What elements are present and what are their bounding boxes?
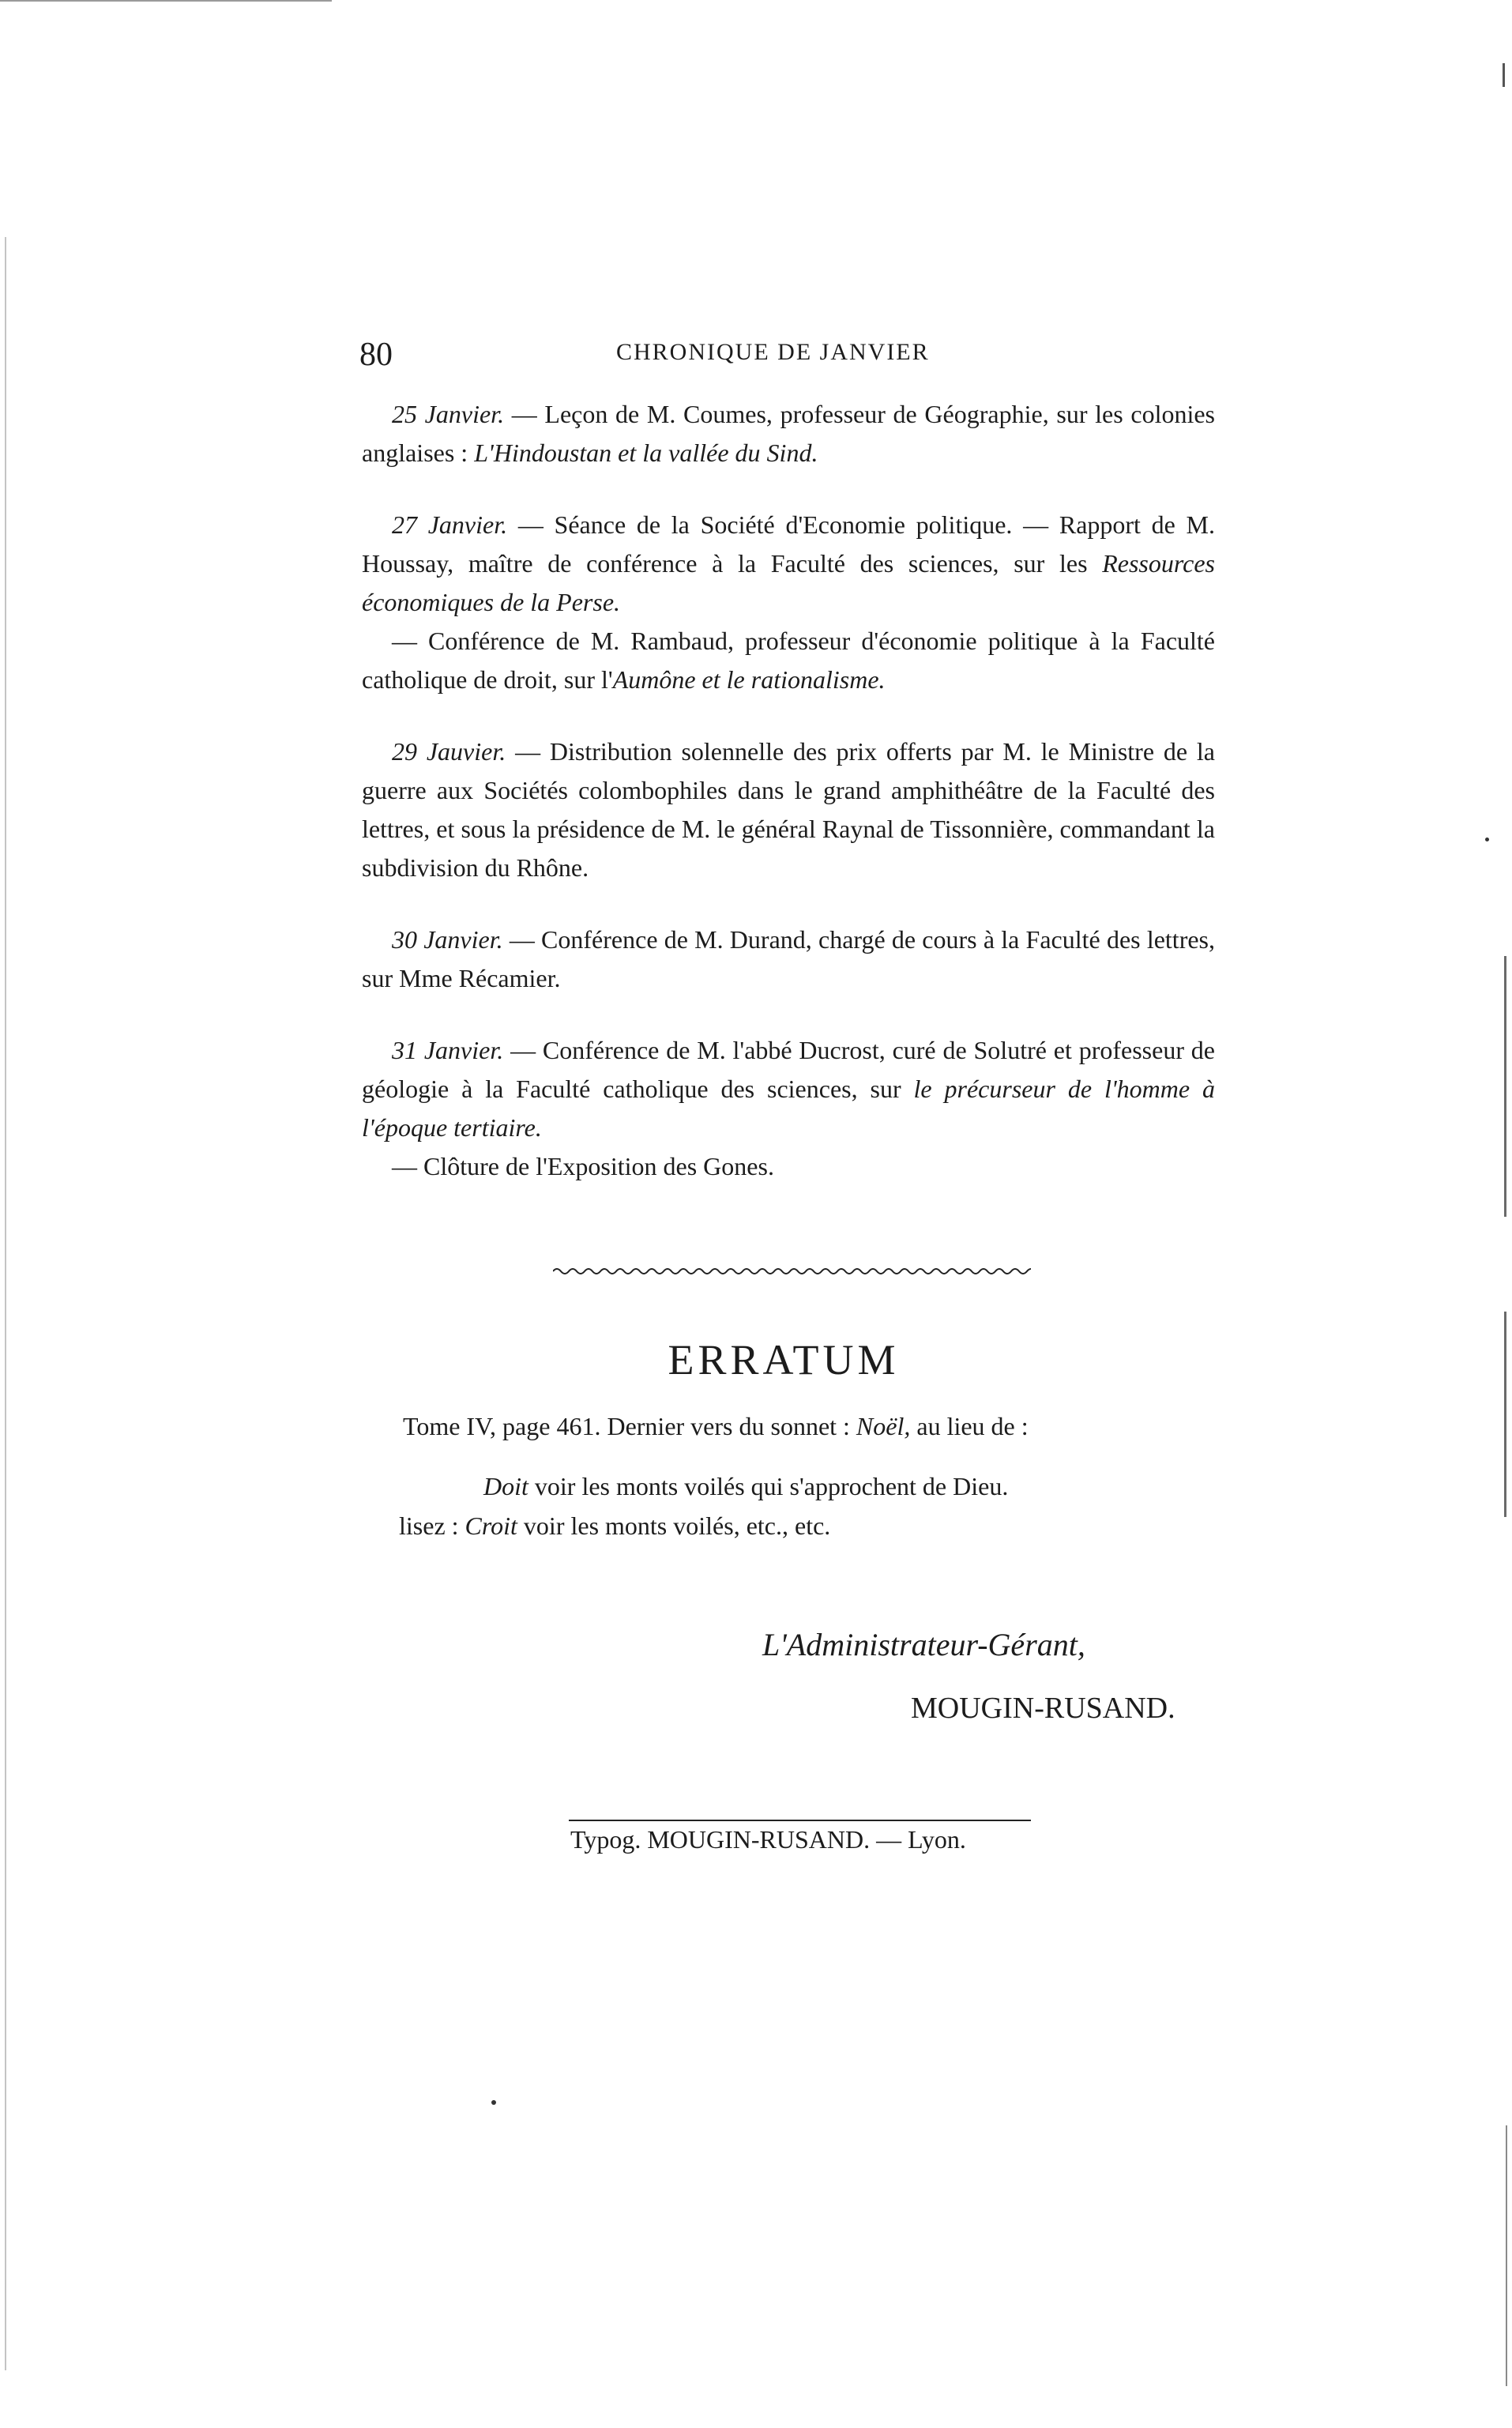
entry-text: — Séance de la Société d'Economie politique. — Rapport de M. Houssay, maître de conférence à la Faculté des sciences, sur les — [362, 510, 1216, 578]
printer-imprint: Typog. MOUGIN-RUSAND. — Lyon. — [570, 1825, 966, 1854]
entry-27-janvier-conference — [362, 622, 1215, 699]
entry-date: 29 Jauvier. — [392, 737, 506, 766]
correct-verse-rest: voir les monts voilés, etc., etc. — [517, 1511, 831, 1540]
chronicle-entries — [362, 395, 1215, 1186]
running-title: CHRONIQUE DE JANVIER — [616, 339, 930, 365]
entry-27-janvier — [362, 506, 1215, 622]
entry-text: — Distribution solennelle des prix offerts par M. le Ministre de la guerre aux Sociétés colombophiles dans le grand amphithéâtre de la Faculté des lettres, et sous la présidence de M. le général Raynal de Tissonnière, commandant la subdivision du Rhône. — [362, 737, 1216, 882]
entry-title: L'Hindoustan et la vallée du Sind. — [474, 439, 818, 467]
running-head — [359, 336, 1213, 383]
wrong-verse-rest: voir les monts voilés qui s'approchent de Dieu. — [528, 1472, 1009, 1500]
erratum-text-after: au lieu de : — [910, 1412, 1029, 1440]
entry-text: — Leçon de M. Coumes, professeur de Géographie, sur les colonies anglaises : — [362, 400, 1216, 467]
erratum-heading: ERRATUM — [668, 1336, 900, 1383]
entry-text: — Conférence de M. Durand, chargé de cours à la Faculté des lettres, sur Mme Récamier. — [362, 925, 1216, 992]
erratum-correct-verse — [399, 1511, 830, 1541]
erratum-reference — [403, 1412, 1029, 1441]
correct-word: Croit — [465, 1511, 517, 1540]
page-number: 80 — [359, 337, 393, 373]
entry-text: — Conférence de M. l'abbé Ducrost, curé de Solutré et professeur de géologie à la Faculté catholique des sciences, sur — [362, 1036, 1216, 1103]
entry-text: — Clôture de l'Exposition des Gones. — [392, 1152, 774, 1180]
scan-edge-left — [5, 237, 6, 2370]
entry-text: — Conférence de M. Rambaud, professeur d'économie politique à la Faculté catholique de droit, sur l' — [362, 627, 1215, 694]
entry-date: 25 Janvier. — [392, 400, 505, 428]
entry-title: Aumône et le rationalisme. — [612, 665, 886, 694]
scan-edge-top-right — [1503, 63, 1505, 87]
signature-name: MOUGIN-RUSAND. — [911, 1692, 1175, 1725]
imprint-rule — [569, 1820, 1031, 1821]
entry-31-janvier — [362, 1031, 1215, 1147]
entry-25-janvier — [362, 395, 1215, 472]
entry-title: Ressources économiques de la Perse. — [362, 549, 1215, 616]
scan-edge-right — [1504, 956, 1506, 1217]
wrong-word: Doit — [483, 1472, 528, 1500]
entry-date: 31 Janvier. — [392, 1036, 504, 1064]
scan-speck — [491, 2100, 496, 2105]
entry-31-janvier-cloture — [362, 1147, 1215, 1186]
scan-edge-right-3 — [1506, 2125, 1507, 2386]
scan-edge-top — [0, 0, 332, 2]
entry-date: 27 Janvier. — [392, 510, 508, 539]
lisez-label: lisez : — [399, 1511, 465, 1540]
entry-date: 30 Janvier. — [392, 925, 503, 954]
erratum-text: Tome IV, page 461. Dernier vers du sonnet : — [403, 1412, 856, 1440]
entry-30-janvier — [362, 920, 1215, 998]
erratum-wrong-verse — [483, 1472, 1008, 1501]
entry-29-janvier — [362, 732, 1215, 887]
scan-speck — [1485, 838, 1489, 841]
wavy-ornament-divider — [553, 1266, 1031, 1277]
entry-title: le précurseur de l'homme à l'époque tertiaire. — [362, 1075, 1216, 1142]
erratum-sonnet-title: Noël, — [856, 1412, 911, 1440]
signature-role: L'Administrateur-Gérant, — [762, 1627, 1085, 1662]
